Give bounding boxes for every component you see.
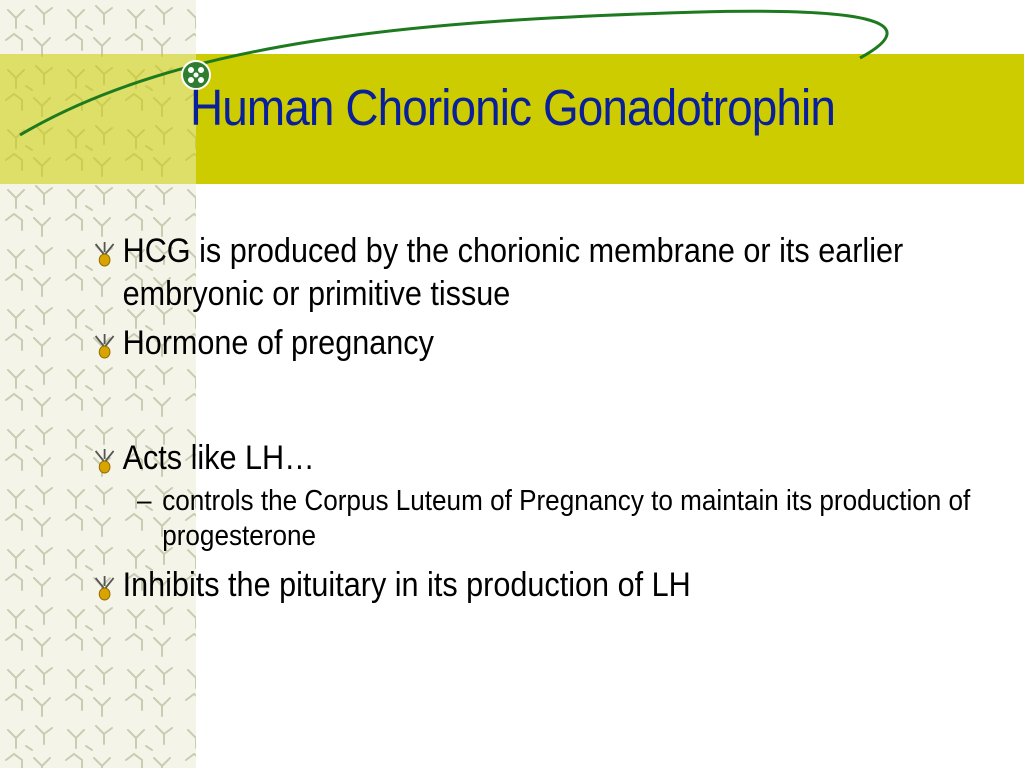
spacer bbox=[92, 365, 972, 409]
bullet-item bbox=[92, 230, 969, 316]
slide-title: Human Chorionic Gonadotrophin bbox=[190, 79, 835, 136]
bullet-text: Acts like LH… bbox=[122, 439, 315, 477]
bullet-text: Inhibits the pituitary in its production of LH bbox=[122, 566, 691, 604]
lily-bullet-icon bbox=[92, 332, 117, 360]
bullet-item bbox=[92, 564, 969, 607]
lily-bullet-icon bbox=[92, 447, 117, 475]
lily-bullet-icon bbox=[92, 574, 117, 602]
sub-bullet-dash: – bbox=[137, 485, 152, 517]
sub-bullet-item bbox=[92, 484, 972, 554]
bullet-list bbox=[92, 230, 972, 607]
bullet-text: HCG is produced by the chorionic membrane or its earlier embryonic or primitive tissue bbox=[122, 232, 904, 313]
bullet-text: Hormone of pregnancy bbox=[122, 324, 434, 362]
sub-bullet-text: controls the Corpus Luteum of Pregnancy to maintain its production of progesterone bbox=[162, 485, 971, 552]
lily-bullet-icon bbox=[92, 240, 117, 268]
bullet-item bbox=[92, 322, 969, 365]
bullet-item bbox=[92, 437, 969, 480]
